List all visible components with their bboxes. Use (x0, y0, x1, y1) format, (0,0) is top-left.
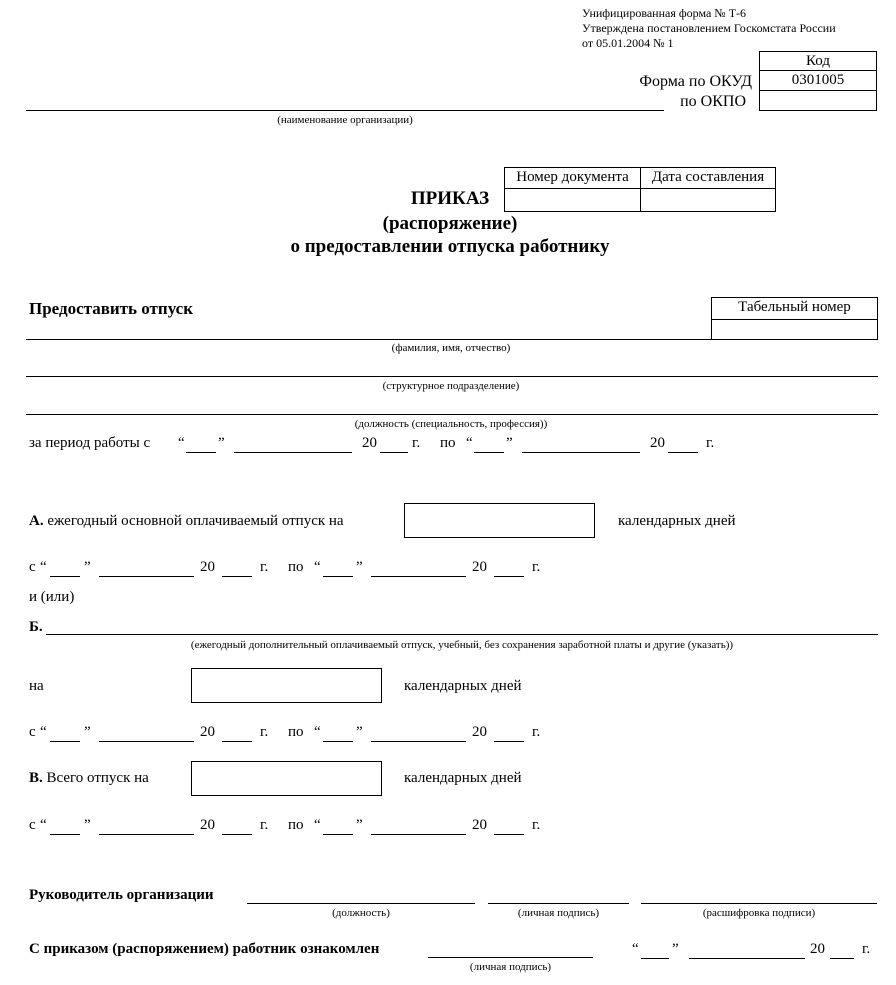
tab-number-header-cell (711, 297, 878, 320)
ack-open-quote: “ (632, 941, 639, 957)
b-from-label: с (29, 724, 36, 740)
doc-number-header-cell (504, 167, 641, 189)
okpo-label: по ОКПО (680, 93, 746, 110)
department-caption: (структурное подразделение) (382, 380, 520, 392)
title-rasporyazhenie: (распоряжение) (382, 213, 518, 234)
a-to-close-quote: ” (356, 559, 363, 575)
tab-number-cell[interactable] (711, 319, 878, 340)
v-from-year-suffix: г. (260, 817, 269, 833)
ack-year-suffix: г. (862, 941, 871, 957)
section-v-letter: В. (29, 770, 43, 786)
section-v-text: Всего отпуск на (46, 770, 149, 786)
section-b-na: на (29, 678, 44, 694)
v-from-open-quote: “ (40, 817, 47, 833)
doc-date-header: Дата составления (651, 169, 765, 185)
form-approval-date: от 05.01.2004 № 1 (582, 36, 674, 50)
ack-day[interactable] (641, 958, 669, 959)
b-to-open-quote: “ (314, 724, 321, 740)
ack-signature-caption: (личная подпись) (469, 961, 552, 973)
a-from-year-suffix: г. (260, 559, 269, 575)
v-from-label: с (29, 817, 36, 833)
a-to-year-prefix: 20 (472, 559, 487, 575)
fio-line[interactable] (26, 339, 712, 340)
head-position-caption: (должность) (332, 907, 390, 919)
title-subject: о предоставлении отпуска работнику (290, 236, 610, 257)
b-from-year-prefix: 20 (200, 724, 215, 740)
period-to-month[interactable] (522, 452, 640, 453)
position-line[interactable] (26, 414, 878, 415)
department-line[interactable] (26, 376, 878, 377)
ack-label: С приказом (распоряжением) работник ознакомлен (29, 941, 380, 957)
section-a-text: ежегодный основной оплачиваемый отпуск на (47, 513, 344, 529)
okud-label: Форма по ОКУД (639, 73, 752, 90)
section-v-days-input[interactable] (191, 761, 382, 796)
tab-number-header: Табельный номер (738, 299, 851, 315)
period-to-open-quote: “ (466, 435, 473, 451)
period-from-open-quote: “ (178, 435, 185, 451)
a-to-open-quote: “ (314, 559, 321, 575)
a-to-day[interactable] (323, 576, 353, 577)
a-to-month[interactable] (371, 576, 466, 577)
a-from-year-prefix: 20 (200, 559, 215, 575)
b-to-month[interactable] (371, 741, 466, 742)
period-from-year-suffix: г. (412, 435, 421, 451)
title-prikaz: ПРИКАЗ (410, 188, 490, 209)
v-from-close-quote: ” (84, 817, 91, 833)
doc-date-cell[interactable] (640, 188, 776, 212)
period-label: за период работы с (29, 435, 151, 451)
okud-value-cell[interactable] (759, 70, 877, 91)
a-to-year[interactable] (494, 576, 524, 577)
and-or-label: и (или) (29, 589, 75, 605)
head-decode-line[interactable] (641, 903, 877, 904)
period-from-year[interactable] (380, 452, 408, 453)
period-to-year[interactable] (668, 452, 698, 453)
b-to-day[interactable] (323, 741, 353, 742)
b-to-close-quote: ” (356, 724, 363, 740)
v-to-year-prefix: 20 (472, 817, 487, 833)
form-name: Унифицированная форма № Т-6 (582, 6, 747, 20)
b-to-year[interactable] (494, 741, 524, 742)
period-from-close-quote: ” (218, 435, 225, 451)
okud-value: 0301005 (791, 72, 845, 88)
head-decode-caption: (расшифровка подписи) (702, 907, 816, 919)
v-to-label: по (288, 817, 304, 833)
b-to-label: по (288, 724, 304, 740)
section-b-letter: Б. (29, 619, 43, 635)
section-b-type-line[interactable] (46, 634, 878, 635)
v-to-month[interactable] (371, 834, 466, 835)
v-to-year-suffix: г. (532, 817, 541, 833)
form-approved: Утверждена постановлением Госкомстата России (582, 21, 836, 35)
a-from-label: с (29, 559, 36, 575)
ack-month[interactable] (689, 958, 805, 959)
section-a-days-input[interactable] (404, 503, 595, 538)
period-from-month[interactable] (234, 452, 352, 453)
period-from-year-prefix: 20 (362, 435, 377, 451)
ack-signature-line[interactable] (428, 957, 593, 958)
a-to-year-suffix: г. (532, 559, 541, 575)
v-to-open-quote: “ (314, 817, 321, 833)
a-from-day[interactable] (50, 576, 80, 577)
fio-caption: (фамилия, имя, отчество) (391, 342, 511, 354)
b-to-year-suffix: г. (532, 724, 541, 740)
period-from-day[interactable] (186, 452, 216, 453)
v-from-day[interactable] (50, 834, 80, 835)
head-label: Руководитель организации (29, 887, 214, 903)
okpo-value-cell[interactable] (759, 90, 877, 111)
b-from-day[interactable] (50, 741, 80, 742)
a-from-open-quote: “ (40, 559, 47, 575)
grant-label: Предоставить отпуск (29, 299, 194, 318)
section-a-label (29, 512, 344, 530)
section-b-days-input[interactable] (191, 668, 382, 703)
head-signature-line[interactable] (488, 903, 629, 904)
ack-year-prefix: 20 (810, 941, 825, 957)
head-signature-caption: (личная подпись) (517, 907, 600, 919)
period-to-year-prefix: 20 (650, 435, 665, 451)
v-from-year[interactable] (222, 834, 252, 835)
b-to-year-prefix: 20 (472, 724, 487, 740)
period-to-day[interactable] (474, 452, 504, 453)
ack-year[interactable] (830, 958, 854, 959)
doc-number-header: Номер документа (516, 169, 629, 185)
section-b-days-label: календарных дней (404, 678, 522, 694)
period-to-label: по (440, 435, 456, 451)
b-from-month[interactable] (99, 741, 194, 742)
a-to-label: по (288, 559, 304, 575)
section-v-days-label: календарных дней (404, 770, 522, 786)
b-from-year[interactable] (222, 741, 252, 742)
a-from-close-quote: ” (84, 559, 91, 575)
a-from-year[interactable] (222, 576, 252, 577)
period-to-close-quote: ” (506, 435, 513, 451)
b-from-open-quote: “ (40, 724, 47, 740)
v-to-year[interactable] (494, 834, 524, 835)
b-from-year-suffix: г. (260, 724, 269, 740)
period-to-year-suffix: г. (706, 435, 715, 451)
organization-caption: (наименование организации) (277, 114, 413, 126)
ack-close-quote: ” (672, 941, 679, 957)
doc-number-cell[interactable] (504, 188, 641, 212)
v-from-month[interactable] (99, 834, 194, 835)
doc-date-header-cell (640, 167, 776, 189)
code-header: Код (806, 53, 830, 69)
section-b-caption: (ежегодный дополнительный оплачиваемый отпуск, учебный, без сохранения заработной платы и другие (указать)) (190, 639, 734, 651)
b-from-close-quote: ” (84, 724, 91, 740)
head-position-line[interactable] (247, 903, 475, 904)
section-a-letter: А. (29, 513, 44, 529)
section-v-label (29, 769, 149, 787)
a-from-month[interactable] (99, 576, 194, 577)
organization-line[interactable] (26, 110, 664, 111)
v-from-year-prefix: 20 (200, 817, 215, 833)
v-to-day[interactable] (323, 834, 353, 835)
code-header-cell (759, 51, 877, 71)
v-to-close-quote: ” (356, 817, 363, 833)
position-caption: (должность (специальность, профессия)) (354, 418, 548, 430)
section-a-days-label: календарных дней (618, 513, 736, 529)
